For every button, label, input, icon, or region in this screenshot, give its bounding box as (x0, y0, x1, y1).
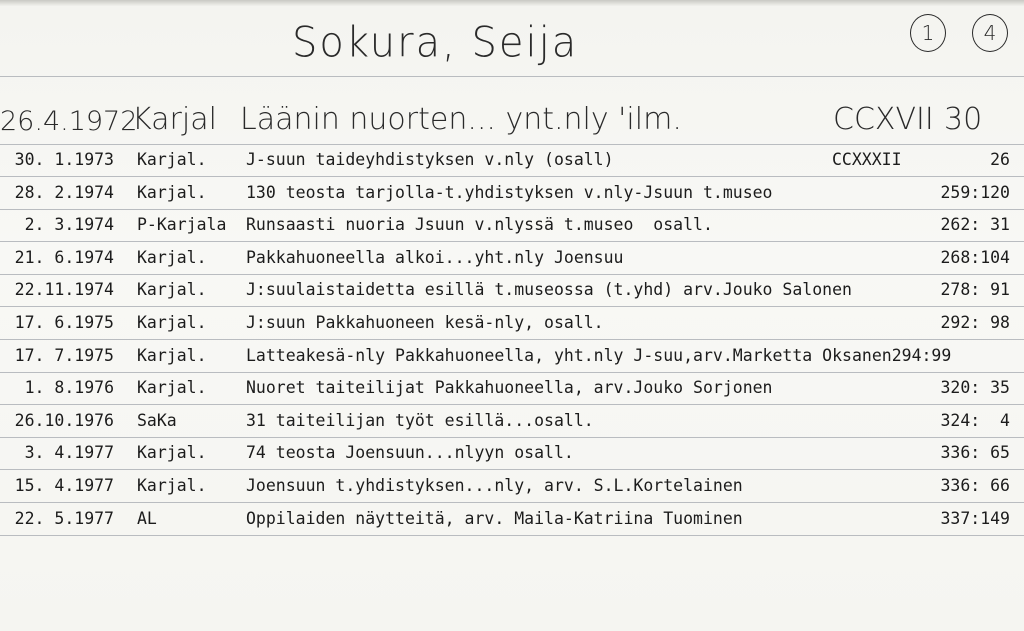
ruled-line (0, 502, 1024, 503)
card-entry-row (0, 476, 1024, 508)
entry-date: 17. 6.1975 (14, 313, 114, 332)
card-entry-row (0, 509, 1024, 541)
card-entry-row (0, 411, 1024, 443)
entry-source: Karjal. (137, 280, 207, 300)
card-entry-row (0, 280, 1024, 312)
entry-date: 21. 6.1974 (14, 247, 114, 267)
entry-source: Karjal. (137, 247, 207, 267)
entry-source: SaKa (137, 410, 177, 430)
entry-page: 336: 66 (940, 476, 1010, 495)
entry-text: Joensuun t.yhdistyksen...nly, arv. S.L.Kortelainen (246, 476, 743, 495)
ruled-line (0, 437, 1024, 438)
ruled-line (0, 209, 1024, 210)
entry-text: Runsaasti nuoria Jsuun v.nlyssä t.museo osall. (246, 215, 713, 235)
entry-page: 336: 65 (940, 443, 1010, 463)
card-entry-row (0, 183, 1024, 215)
entry-source: Karjal. (137, 345, 207, 365)
entry-text: Oppilaiden näytteitä, arv. Maila-Katriina Tuominen (246, 508, 743, 528)
card-entry-row (0, 248, 1024, 280)
entry-source: AL (137, 508, 157, 528)
entry-page: 268:104 (940, 247, 1010, 267)
entry-page: 26 (990, 150, 1010, 169)
entry-page: 337:149 (940, 508, 1010, 528)
ruled-line (0, 404, 1024, 405)
card-top-edge (0, 0, 1024, 6)
entry-date: 2. 3.1974 (24, 215, 114, 235)
entry-page: 278: 91 (940, 280, 1010, 300)
card-name-heading: Sokura, Seija (292, 18, 579, 68)
entry-date: 3. 4.1977 (24, 443, 114, 463)
handwritten-code: CCXVII (833, 102, 934, 137)
entry-text: 74 teosta Joensuun...nlyyn osall. (246, 443, 574, 463)
entry-page: 292: 98 (940, 313, 1010, 332)
entry-text: J:suulaistaidetta esillä t.museossa (t.yhd) arv.Jouko Salonen (246, 280, 852, 300)
entry-text: Nuoret taiteilijat Pakkahuoneella, arv.Jouko Sorjonen (246, 378, 773, 398)
handwritten-text: Läänin nuorten... ynt.nly 'ilm. (240, 102, 682, 137)
entry-page: 259:120 (940, 182, 1010, 202)
card-entry-row (0, 150, 1024, 182)
ruled-line (0, 535, 1024, 536)
handwritten-page: 30 (944, 102, 983, 137)
card-entry-row (0, 215, 1024, 247)
card-entry-row (0, 346, 1024, 378)
entry-date: 22. 5.1977 (14, 508, 114, 528)
entry-text: 31 taiteilijan työt esillä...osall. (246, 410, 594, 430)
entry-text: Pakkahuoneella alkoi...yht.nly Joensuu (246, 247, 624, 267)
entry-source: Karjal. (137, 182, 207, 202)
card-entry-row (0, 378, 1024, 410)
card-entry-row (0, 313, 1024, 345)
entry-date: 28. 2.1974 (14, 182, 114, 202)
ruled-line (0, 372, 1024, 373)
ruled-line (0, 176, 1024, 177)
entry-date: 1. 8.1976 (24, 378, 114, 398)
ruled-line (0, 76, 1024, 77)
entry-text: Latteakesä-nly Pakkahuoneella, yht.nly J-suu,arv.Marketta Oksanen294:99 (246, 345, 952, 365)
entry-date: 15. 4.1977 (14, 476, 114, 495)
card-number-circle: 1 (910, 14, 946, 52)
entry-source: Karjal. (137, 150, 207, 169)
handwritten-source: Karjal (132, 102, 217, 137)
ruled-line (0, 339, 1024, 340)
entry-source: P-Karjala (137, 215, 227, 235)
entry-date: 26.10.1976 (14, 410, 114, 430)
entry-date: 17. 7.1975 (14, 345, 114, 365)
ruled-line (0, 469, 1024, 470)
entry-source: Karjal. (137, 378, 207, 398)
entry-text: J-suun taideyhdistyksen v.nly (osall) (246, 150, 614, 169)
ruled-line (0, 144, 1024, 145)
ruled-line (0, 274, 1024, 275)
handwritten-date: 26.4.1972 (0, 106, 138, 137)
entry-source: Karjal. (137, 476, 207, 495)
entry-date: 30. 1.1973 (14, 150, 114, 169)
entry-date: 22.11.1974 (14, 280, 114, 300)
entry-text: 130 teosta tarjolla-t.yhdistyksen v.nly-Jsuun t.museo (246, 182, 773, 202)
card-entry-row (0, 443, 1024, 475)
entry-page: 262: 31 (940, 215, 1010, 235)
ruled-line (0, 306, 1024, 307)
ruled-line (0, 241, 1024, 242)
entry-code: CCXXXII (832, 150, 902, 169)
entry-text: J:suun Pakkahuoneen kesä-nly, osall. (246, 313, 604, 332)
entry-page: 324: 4 (940, 410, 1010, 430)
entry-source: Karjal. (137, 313, 207, 332)
entry-source: Karjal. (137, 443, 207, 463)
entry-page: 320: 35 (940, 378, 1010, 398)
card-total-circle: 4 (972, 14, 1008, 52)
